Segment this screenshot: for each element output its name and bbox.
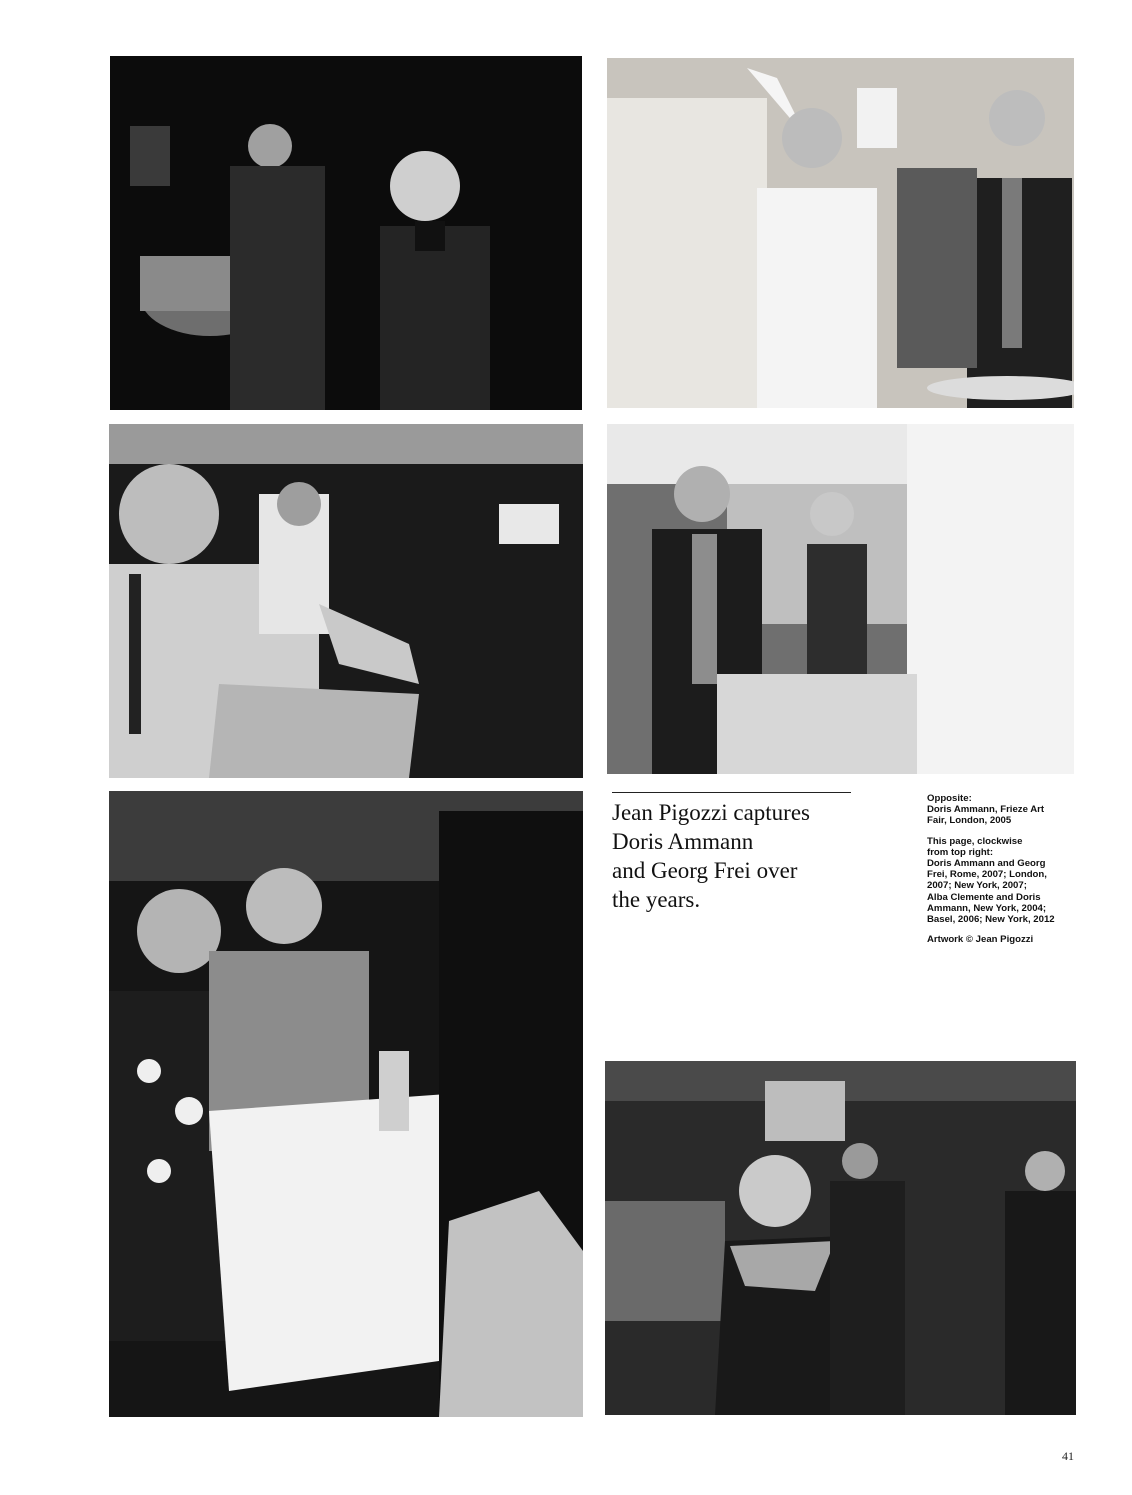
page-number: 41 (1062, 1449, 1074, 1463)
photo-car-interior (109, 424, 583, 778)
headline (612, 798, 862, 914)
caption-line: This page, clockwise (927, 835, 1023, 847)
caption-line: Alba Clemente and Doris (927, 891, 1041, 903)
photo-restaurant-table (109, 791, 583, 1417)
headline-line: the years. (612, 887, 701, 912)
caption-line: from top right: (927, 846, 994, 858)
photo-london-interior (607, 424, 1074, 774)
caption-line: 2007; New York, 2007; (927, 880, 1027, 892)
photo-new-york (605, 1061, 1076, 1415)
caption-line: Doris Ammann and Georg (927, 858, 1046, 870)
caption-line: Basel, 2006; New York, 2012 (927, 914, 1055, 926)
caption-line: Fair, London, 2005 (927, 815, 1012, 827)
photo-street-night (110, 56, 582, 410)
caption-line: Doris Ammann, Frieze Art (927, 804, 1045, 816)
photo-party-rome (607, 58, 1074, 408)
headline-rule (612, 792, 851, 793)
caption-line: Ammann, New York, 2004; (927, 902, 1047, 914)
headline-line: and Georg Frei over (612, 858, 798, 883)
caption-line: Opposite: (927, 793, 972, 804)
caption-line: Frei, Rome, 2007; London, (927, 869, 1047, 881)
photo-caption (927, 793, 1087, 945)
headline-line: Jean Pigozzi captures (612, 800, 810, 825)
artwork-credit: Artwork © Jean Pigozzi (927, 934, 1034, 946)
headline-line: Doris Ammann (612, 829, 754, 854)
